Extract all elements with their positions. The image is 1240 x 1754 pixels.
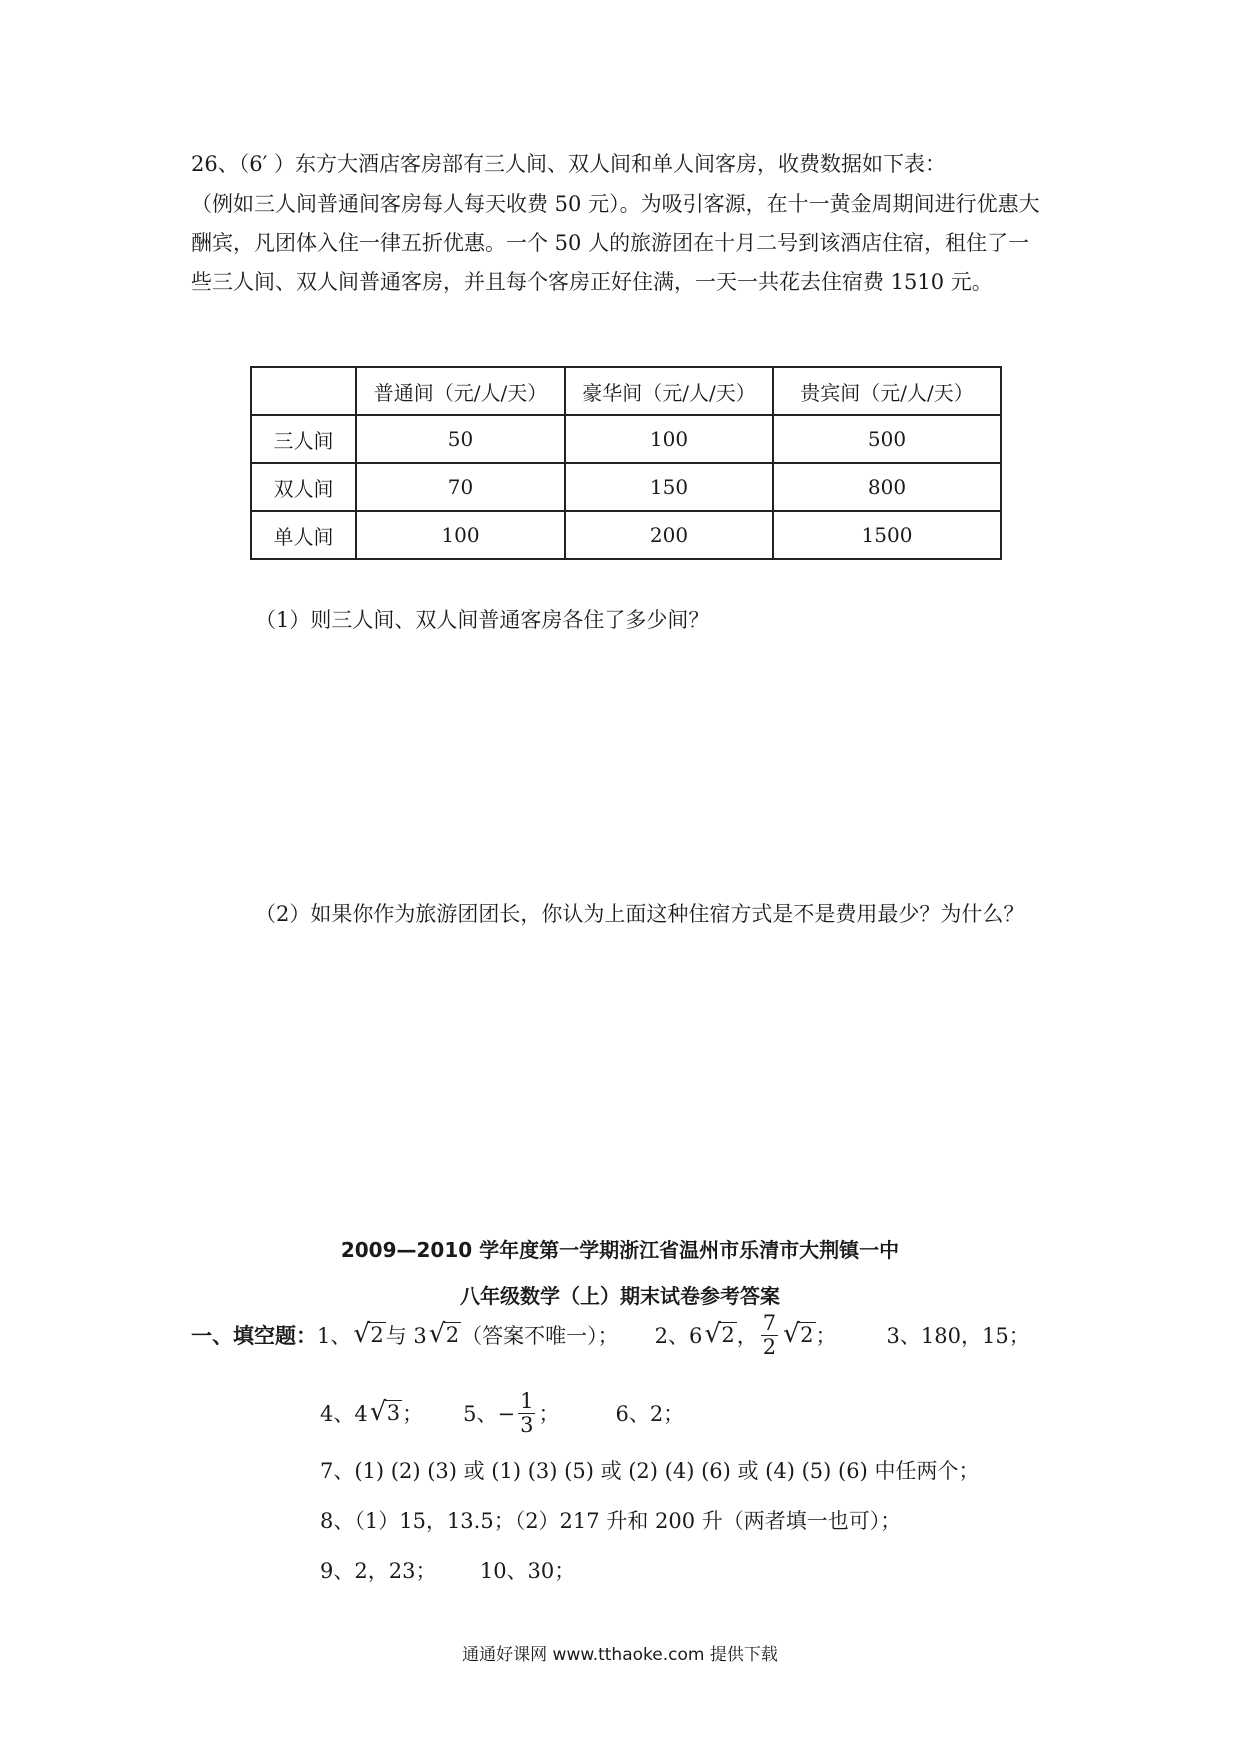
question-1: （1）则三人间、双人间普通客房各住了多少间？ (255, 608, 710, 632)
table-cell: 500 (773, 415, 1001, 463)
answer-title-line-1: 2009—2010 学年度第一学期浙江省温州市乐清市大荆镇一中 (340, 1238, 900, 1262)
radical-icon: √ (428, 1319, 446, 1349)
table-header-cell: 豪华间（元/人/天） (565, 367, 773, 415)
answer-title-line-2: 八年级数学（上）期末试卷参考答案 (460, 1284, 780, 1308)
question-2: （2）如果你作为旅游团团长，你认为上面这种住宿方式是不是费用最少？为什么？ (255, 902, 1025, 926)
radicand: 2 (370, 1323, 384, 1347)
table-cell: 200 (565, 511, 773, 559)
answers-row-2 (320, 1378, 684, 1448)
answer-2-separator: ， (736, 1324, 758, 1348)
denominator: 3 (520, 1412, 534, 1437)
fraction (761, 1312, 778, 1357)
answer-4-prefix: 4、4 (320, 1402, 368, 1426)
problem-line-4: 些三人间、双人间普通客房，并且每个客房正好住满，一天一共花去住宿费 1510 元。 (191, 270, 993, 294)
answer-5-prefix: 5、− (463, 1402, 516, 1426)
table-cell: 50 (356, 415, 565, 463)
radicand: 2 (800, 1323, 814, 1347)
table-header-cell: 贵宾间（元/人/天） (773, 367, 1001, 415)
table-cell: 800 (773, 463, 1001, 511)
table-header-cell (251, 367, 356, 415)
answer-4-end: ； (402, 1402, 424, 1426)
footer-text: 通通好课网 www.tthaoke.com 提供下载 (462, 1645, 778, 1665)
answer-2-end: ； (815, 1324, 837, 1348)
section-label: 一、填空题： (191, 1323, 317, 1348)
answer-2-prefix: 2、6 (654, 1324, 703, 1348)
problem-line-3: 酬宾，凡团体入住一律五折优惠。一个 50 人的旅游团在十月二号到该酒店住宿，租住了一 (191, 231, 1030, 255)
sqrt-expression (428, 1319, 461, 1349)
radicand: 3 (386, 1401, 401, 1425)
answer-3: 3、180，15； (886, 1324, 1030, 1348)
answer-9: 9、2，23； (320, 1559, 437, 1583)
table-header-row (251, 367, 1001, 415)
table-cell: 150 (565, 463, 773, 511)
answer-1-mid: 与 3 (385, 1324, 427, 1348)
table-cell: 单人间 (251, 511, 356, 559)
answer-8: 8、（1）15，13.5；（2）217 升和 200 升（两者填一也可）； (320, 1509, 902, 1533)
radical-icon: √ (369, 1397, 387, 1427)
denominator: 2 (762, 1334, 777, 1359)
table-cell: 双人间 (251, 463, 356, 511)
table-cell: 100 (565, 415, 773, 463)
problem-line-2: （例如三人间普通间客房每人每天收费 50 元）。为吸引客源，在十一黄金周期间进行优惠大 (191, 192, 1040, 216)
table-header-cell: 普通间（元/人/天） (356, 367, 565, 415)
numerator: 7 (762, 1311, 777, 1336)
answer-6: 6、2； (615, 1402, 685, 1426)
table-cell: 三人间 (251, 415, 356, 463)
sqrt-expression (369, 1397, 402, 1427)
table-cell: 100 (356, 511, 565, 559)
radical-icon: √ (704, 1319, 721, 1349)
radical-icon: √ (353, 1319, 370, 1349)
answer-1-note: （答案不唯一）； (461, 1324, 619, 1348)
radicand: 2 (445, 1323, 460, 1347)
sqrt-expression (783, 1319, 815, 1349)
table-row (251, 415, 1001, 463)
answers-row-9-10 (320, 1555, 575, 1585)
fraction (518, 1390, 535, 1435)
sqrt-expression (353, 1319, 385, 1349)
sqrt-expression (704, 1319, 736, 1349)
answer-10: 10、30； (479, 1559, 576, 1583)
answer-7: 7、(1) (2) (3) 或 (1) (3) (5) 或 (2) (4) (6) 或 (4) (5) (6) 中任两个； (320, 1459, 980, 1483)
problem-line-1: 26、（6′ ）东方大酒店客房部有三人间、双人间和单人间客房，收费数据如下表： (191, 152, 947, 176)
radical-icon: √ (783, 1319, 800, 1349)
table-cell: 70 (356, 463, 565, 511)
pricing-table (250, 366, 1002, 560)
table-row (251, 463, 1001, 511)
answers-row-1 (191, 1300, 1030, 1370)
answer-5-end: ； (538, 1402, 560, 1426)
table-cell: 1500 (773, 511, 1001, 559)
answer-1-prefix: 1、 (317, 1324, 352, 1348)
numerator: 1 (520, 1389, 534, 1414)
radicand: 2 (721, 1323, 735, 1347)
table-row (251, 511, 1001, 559)
